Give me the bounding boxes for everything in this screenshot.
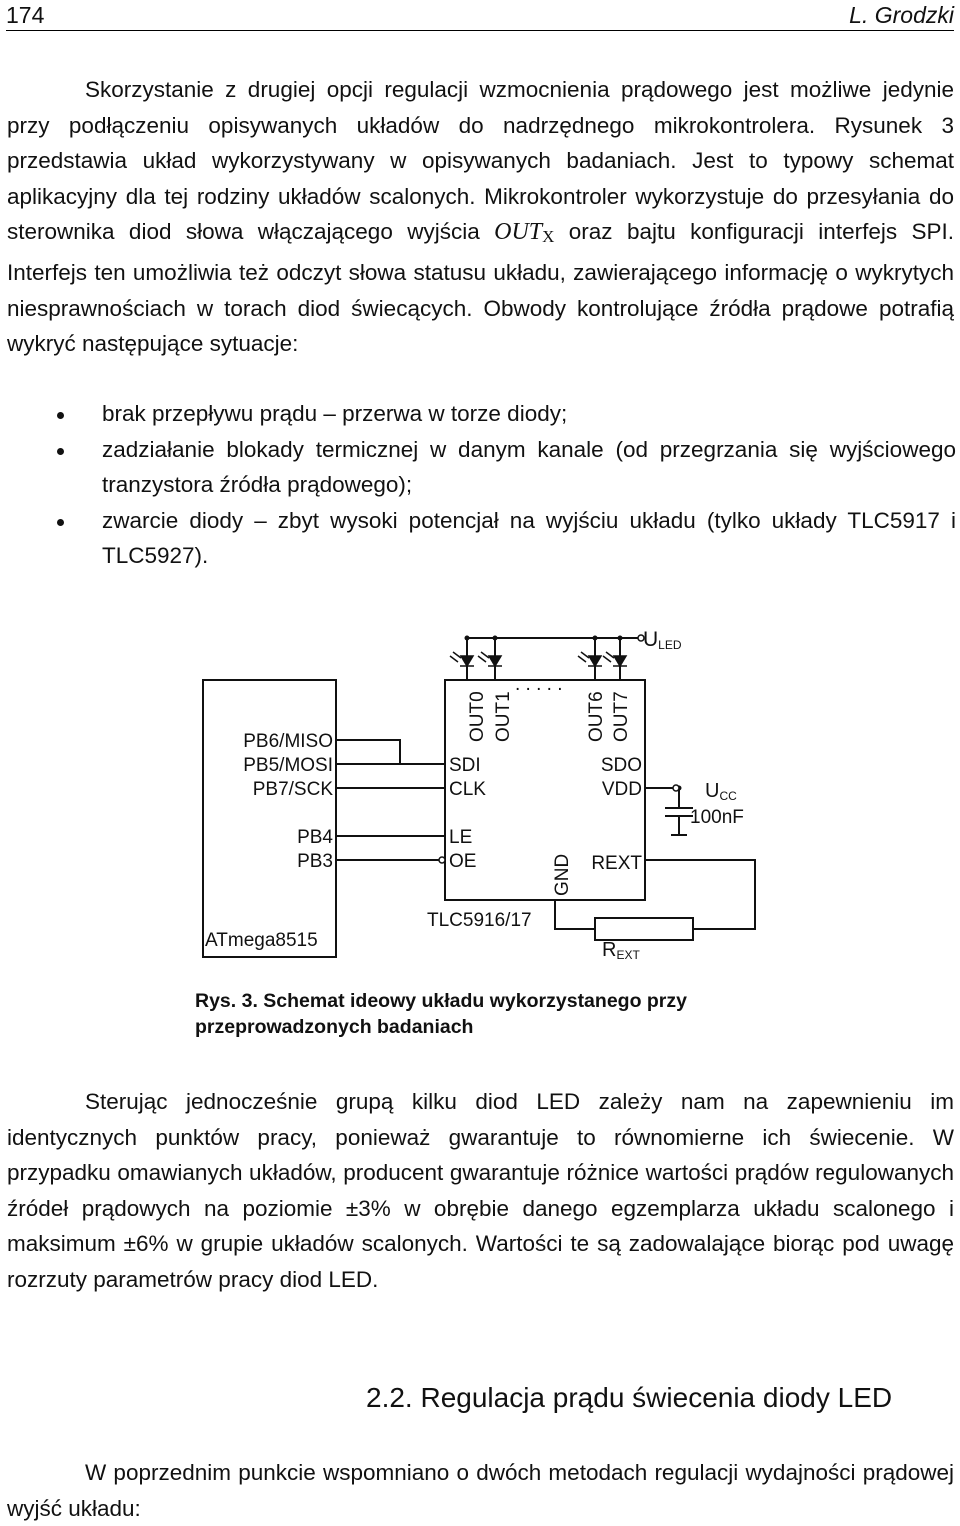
wire-miso-sdo — [336, 740, 445, 764]
rext-resistor — [595, 918, 693, 940]
list-item — [0, 432, 956, 503]
uled-label: ULED — [643, 628, 682, 652]
ic-pin-sdi: SDI — [449, 755, 481, 776]
ic-pin-out6: OUT6 — [586, 691, 607, 742]
ic-pin-gnd: GND — [552, 853, 573, 896]
ucc-label: UCC — [705, 780, 737, 803]
ic-name-label: TLC5916/17 — [427, 910, 532, 931]
outputs-ellipsis: . . . . . — [515, 674, 563, 695]
ic-pin-vdd: VDD — [601, 779, 642, 800]
bullet-icon — [57, 448, 64, 455]
oe-inversion-bubble — [439, 857, 445, 863]
mcu-pin-pb3: PB3 — [297, 851, 333, 872]
ic-pin-out7: OUT7 — [611, 691, 632, 742]
list-item-text: zwarcie diody – zbyt wysoki potencjał na wyjściu układu (tylko układy TLC5917 i TLC5927). — [102, 507, 956, 569]
capacitor-value-label: 100nF — [690, 807, 744, 828]
ic-pin-sdo: SDO — [600, 755, 642, 776]
ic-pin-oe: OE — [449, 851, 477, 872]
list-item — [0, 503, 956, 574]
paragraph-intro-text-1: Skorzystanie z drugiej opcji regulacji wzmocnienia prądowego jest możliwe jedynie przy podłączeniu opisywanych układów do nadrzędnego mikrokontrolera. Rysunek 3 przedstawia układ wykorzystywany w opisywanych badaniach. Jest to typowy schemat aplikacyjny dla tej rodziny układów scalonych. Mikrokontroler wykorzystuje do przesyłania do sterownika diod słowa włączającego wyjścia — [7, 77, 954, 245]
page-number: 174 — [6, 2, 45, 28]
running-author: L. Grodzki — [849, 2, 954, 28]
list-item-text: zadziałanie blokady termicznej w danym kanale (od przegrzania się wyjściowego tranzystora źródła prądowego); — [102, 436, 956, 498]
fault-list — [0, 396, 956, 574]
bullet-icon — [57, 519, 64, 526]
section-heading: 2.2. Regulacja prądu świecenia diody LED — [366, 1382, 893, 1413]
paragraph-methods: W poprzednim punkcie wspomniano o dwóch metodach regulacji wydajności prądowej wyjść układu: — [7, 1460, 954, 1521]
ic-pin-rext: REXT — [591, 853, 642, 874]
ic-pin-clk: CLK — [449, 779, 486, 800]
mcu-pin-pb4: PB4 — [297, 827, 333, 848]
paragraph-intro — [7, 72, 954, 362]
list-item — [0, 396, 956, 432]
mcu-pin-mosi: PB5/MOSI — [243, 755, 333, 776]
mcu-box — [203, 680, 336, 957]
paragraph-intro-text-2: oraz bajtu konfiguracji interfejs SPI. Interfejs ten umożliwia też odczyt słowa statusu układu, zawierającego informację o wykrytych niesprawnościach w torach diod świecących. Obwody kontrolujące źródła prądowe potrafią wykryć następujące sytuacje: — [7, 219, 954, 357]
ic-pin-out0: OUT0 — [467, 691, 488, 742]
page-header — [6, 0, 954, 31]
bullet-icon — [57, 412, 64, 419]
mcu-pin-miso: PB6/MISO — [243, 731, 333, 752]
ic-pin-le: LE — [449, 827, 473, 848]
paragraph-led-uniformity: Sterując jednocześnie grupą kilku diod LED zależy nam na zapewnieniu im identycznych punktów pracy, ponieważ gwarantuje to równomierne ich świecenie. W przypadku omawianych układów, producent gwarantuje różnice wartości prądów regulowanych źródeł prądowych na poziomie ±3% w obrębie danego egzemplarza układu scalonego i maksimum ±6% w grupie układów scalonych. Wartości te są zadowalające biorąc pod uwagę rozrzuty parametrów pracy diod LED. — [7, 1089, 954, 1292]
schematic-svg — [195, 620, 775, 970]
mcu-name-label: ATmega8515 — [205, 930, 318, 951]
circuit-schematic — [195, 620, 775, 970]
list-item-text: brak przepływu prądu – przerwa w torze diody; — [102, 401, 568, 426]
vcc-terminal — [673, 785, 679, 791]
out-x-variable-sub: X — [542, 227, 555, 247]
wire-gnd — [555, 900, 595, 929]
mcu-pin-sck: PB7/SCK — [252, 779, 333, 800]
rext-label: REXT — [602, 939, 640, 962]
out-x-variable-main: OUT — [494, 219, 543, 246]
ic-pin-out1: OUT1 — [493, 691, 514, 742]
figure-caption: Rys. 3. Schemat ideowy układu wykorzystanego przy przeprowadzonych badaniach — [195, 990, 687, 1038]
out-x-variable — [494, 219, 554, 245]
